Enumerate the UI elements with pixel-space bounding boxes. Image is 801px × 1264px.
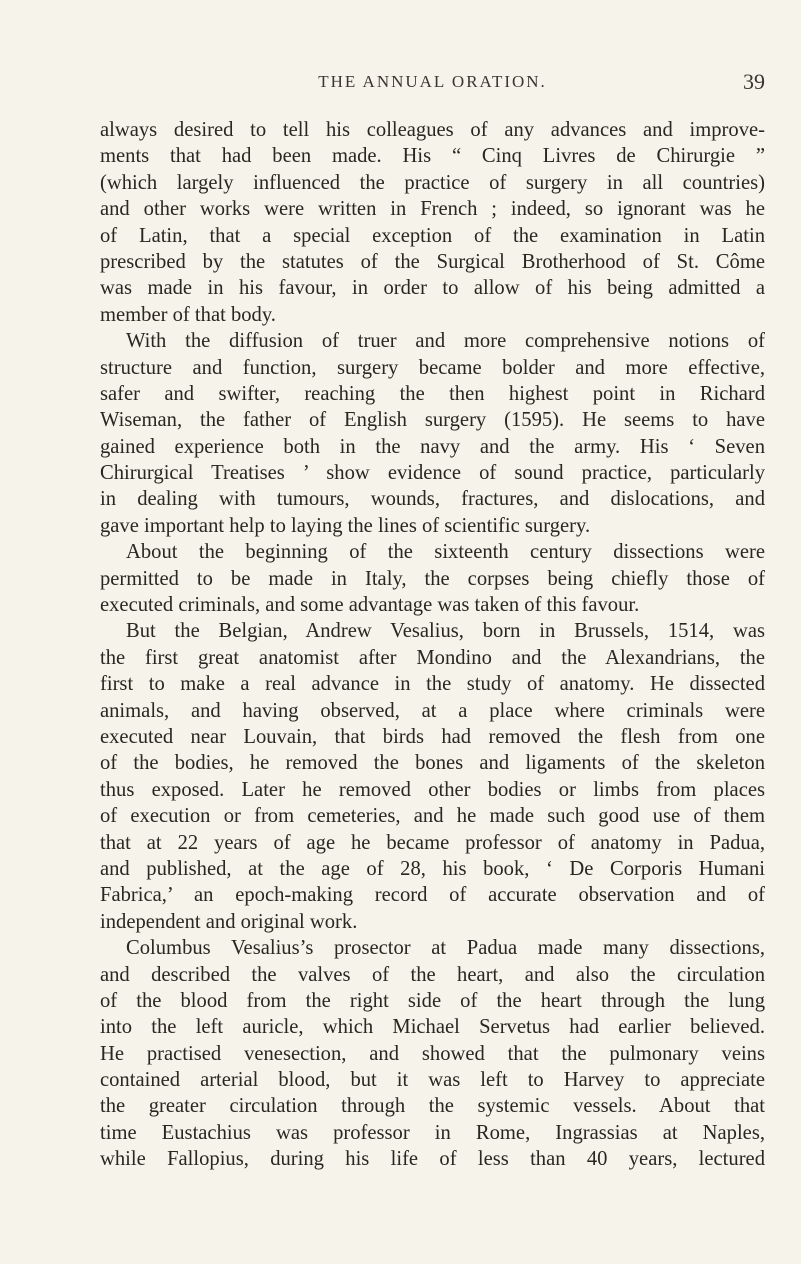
text-line: With the diffusion of truer and more comprehensive notions of bbox=[126, 330, 765, 353]
text-line: Fabrica,’ an epoch-making record of accurate observation and of bbox=[100, 884, 765, 907]
text-line: (which largely influenced the practice of surgery in all countries) bbox=[100, 171, 765, 194]
text-line: time Eustachius was professor in Rome, Ingrassias at Naples, bbox=[100, 1121, 765, 1144]
text-line: prescribed by the statutes of the Surgical Brotherhood of St. Côme bbox=[100, 250, 765, 273]
text-line: gave important help to laying the lines of scientific surgery. bbox=[100, 514, 591, 537]
page-number: 39 bbox=[743, 69, 765, 94]
text-line: always desired to tell his colleagues of any advances and improve- bbox=[100, 119, 765, 141]
text-line: thus exposed. Later he removed other bodies or limbs from places bbox=[100, 778, 765, 801]
text-line: and other works were written in French ; indeed, so ignorant was he bbox=[100, 198, 765, 221]
text-line: permitted to be made in Italy, the corpses being chiefly those of bbox=[100, 567, 765, 590]
text-line: safer and swifter, reaching the then highest point in Richard bbox=[100, 382, 765, 405]
running-title: THE ANNUAL ORATION. bbox=[318, 72, 547, 91]
running-head bbox=[100, 69, 765, 96]
text-line: But the Belgian, Andrew Vesalius, born in Brussels, 1514, was bbox=[126, 620, 765, 643]
text-line: About the beginning of the sixteenth century dissections were bbox=[126, 541, 765, 564]
text-line: while Fallopius, during his life of less than 40 years, lectured bbox=[100, 1148, 765, 1171]
text-line: gained experience both in the navy and the army. His ‘ Seven bbox=[100, 435, 765, 458]
text-line: independent and original work. bbox=[100, 910, 358, 933]
text-line: and published, at the age of 28, his book, ‘ De Corporis Humani bbox=[100, 857, 765, 880]
text-line: that at 22 years of age he became professor of anatomy in Padua, bbox=[100, 831, 765, 854]
text-line: the greater circulation through the systemic vessels. About that bbox=[100, 1095, 765, 1118]
text-line: was made in his favour, in order to allow of his being admitted a bbox=[100, 277, 765, 300]
text-line: executed criminals, and some advantage was taken of this favour. bbox=[100, 594, 640, 617]
text-line: Chirurgical Treatises ’ show evidence of sound practice, particularly bbox=[100, 462, 765, 485]
text-line: of Latin, that a special exception of the examination in Latin bbox=[100, 224, 765, 247]
text-line: ments that had been made. His “ Cinq Livres de Chirurgie ” bbox=[100, 145, 765, 168]
text-line: and described the valves of the heart, and also the circulation bbox=[100, 963, 765, 986]
text-line: Wiseman, the father of English surgery (1595). He seems to have bbox=[100, 409, 765, 432]
text-line: of the bodies, he removed the bones and ligaments of the skeleton bbox=[100, 752, 765, 775]
text-line: executed near Louvain, that birds had removed the flesh from one bbox=[100, 725, 765, 748]
body-text bbox=[100, 117, 765, 1173]
text-line: the first great anatomist after Mondino and the Alexandrians, the bbox=[100, 646, 765, 669]
text-line: of the blood from the right side of the heart through the lung bbox=[100, 989, 765, 1012]
text-line: member of that body. bbox=[100, 303, 276, 326]
text-line: of execution or from cemeteries, and he made such good use of them bbox=[100, 805, 765, 828]
text-line: contained arterial blood, but it was left to Harvey to appreciate bbox=[100, 1069, 765, 1092]
text-line: animals, and having observed, at a place where criminals were bbox=[100, 699, 765, 722]
text-line: He practised venesection, and showed that the pulmonary veins bbox=[100, 1042, 765, 1065]
text-line: Columbus Vesalius’s prosector at Padua made many dissections, bbox=[126, 937, 765, 960]
text-line: into the left auricle, which Michael Servetus had earlier believed. bbox=[100, 1016, 765, 1039]
text-line: structure and function, surgery became bolder and more effective, bbox=[100, 356, 765, 379]
text-line: first to make a real advance in the study of anatomy. He dissected bbox=[100, 673, 765, 696]
text-line: in dealing with tumours, wounds, fractures, and dislocations, and bbox=[100, 488, 765, 511]
